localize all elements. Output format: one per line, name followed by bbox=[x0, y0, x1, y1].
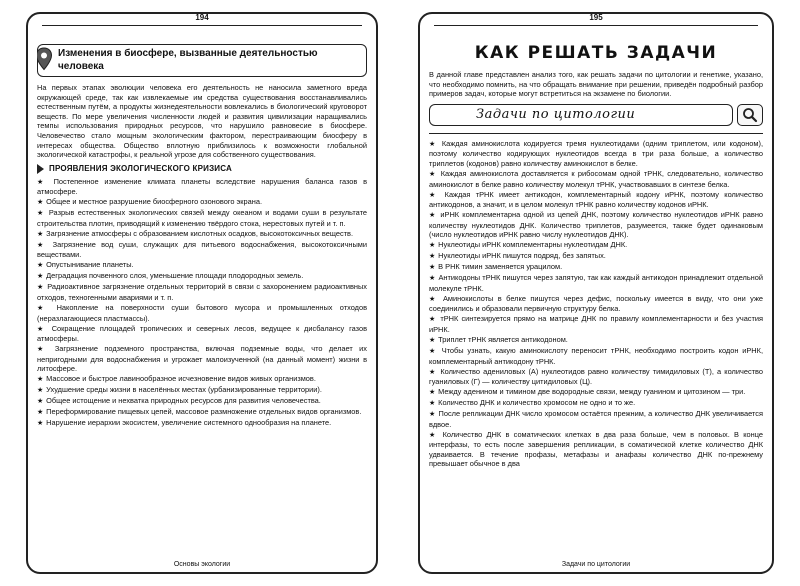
list-item-text: В РНК тимин заменяется урацилом. bbox=[438, 262, 563, 272]
star-bullet-icon: ★ bbox=[37, 387, 44, 395]
star-bullet-icon: ★ bbox=[37, 262, 44, 270]
list-item-text: Антикодоны тРНК пишутся через запятую, так как каждый антикодон принадлежит отдельной молекуле тРНК. bbox=[429, 273, 763, 293]
star-bullet-icon: ★ bbox=[37, 409, 44, 417]
list-item bbox=[429, 387, 763, 398]
list-item-text: Нуклеотиды иРНК комплементарны нуклеотидам ДНК. bbox=[438, 240, 628, 250]
star-bullet-icon: ★ bbox=[429, 170, 437, 178]
list-item bbox=[37, 324, 367, 344]
star-bullet-icon: ★ bbox=[37, 284, 44, 292]
page-footer: Задачи по цитологии bbox=[561, 561, 631, 568]
list-item-text: тРНК синтезируется прямо на матрице ДНК по правилу комплементарности и без участия иРНК. bbox=[429, 314, 763, 334]
list-item-text: Общее и местное разрушение биосферного озонового экрана. bbox=[46, 197, 262, 207]
intro-paragraph: В данной главе представлен анализ того, как решать задачи по цитологии и генетике, указано, что необходимо помнить, на что обращать внимание при решении, приведён подробный разбор примеров задач, которые могут встретиться на экзамене по биологии. bbox=[429, 70, 763, 99]
list-item bbox=[429, 210, 763, 240]
star-bullet-icon: ★ bbox=[429, 411, 436, 419]
star-bullet-icon: ★ bbox=[37, 346, 48, 354]
star-bullet-icon: ★ bbox=[429, 347, 437, 355]
list-item bbox=[429, 273, 763, 293]
list-item-text: Количество ДНК в соматических клетках в два раза больше, чем в половых. В конце интерфазы, то есть после завершения репликации, в соматической клетке количество ДНК удваивается. В течение профазы, метафазы и анафазы количество ДНК по-прежнему превышает обычное в два bbox=[429, 429, 763, 469]
star-bullet-icon: ★ bbox=[429, 253, 436, 261]
list-item-text: Ухудшение среды жизни в населённых местах (урбанизированные территории). bbox=[46, 385, 322, 395]
star-bullet-icon: ★ bbox=[37, 199, 44, 207]
list-item-text: Триплет тРНК является антикодоном. bbox=[438, 334, 568, 344]
list-item bbox=[429, 335, 763, 346]
list-item bbox=[429, 430, 763, 469]
star-bullet-icon: ★ bbox=[429, 275, 436, 283]
list-item-text: Загрязнение вод суши, служащих для питьевого водоснабжения, высокотоксичными веществами. bbox=[37, 239, 367, 260]
list-item-text: Деградация почвенного слоя, уменьшение площади плодородных земель. bbox=[46, 271, 304, 281]
rules-list bbox=[429, 139, 763, 469]
left-page-content bbox=[37, 32, 367, 556]
page-footer: Основы экологии bbox=[173, 561, 231, 568]
list-item-text: Общее истощение и нехватка природных ресурсов для развития человечества. bbox=[46, 396, 321, 406]
list-item bbox=[429, 262, 763, 273]
triangle-bullet-icon bbox=[37, 164, 44, 174]
page-number: 195 bbox=[573, 12, 619, 25]
star-bullet-icon: ★ bbox=[37, 376, 44, 384]
list-item-text: Аминокислоты в белке пишутся через дефис, поскольку имеется в виду, что они уже соединились и образовали первичную структуру белка. bbox=[429, 293, 763, 314]
star-bullet-icon: ★ bbox=[37, 241, 47, 249]
list-item-text: Между аденином и тимином две водородные связи, между гуанином и цитозином — три. bbox=[438, 387, 746, 397]
star-bullet-icon: ★ bbox=[429, 316, 437, 324]
list-item-text: Радиоактивное загрязнение отдельных территорий в связи с захоронением радиоактивных отходов, техногенными авариями и т. п. bbox=[37, 282, 367, 303]
list-item-text: Загрязнение подземного пространства, включая подземные воды, что делает их непригодными для водоснабжения и угрожает малоизученной (на данный момент) жизни в литосфере. bbox=[37, 344, 367, 374]
list-item-text: Накопление на поверхности суши бытового мусора и промышленных отходов (неразлагающиеся пластмассы). bbox=[37, 303, 367, 323]
chapter-title-text: КАК РЕШАТЬ ЗАДАЧИ bbox=[474, 43, 718, 63]
magnifier-icon bbox=[737, 104, 763, 126]
star-bullet-icon: ★ bbox=[37, 420, 44, 428]
list-item bbox=[37, 374, 367, 385]
list-item-text: Разрыв естественных экологических связей между океаном и водами суши в результате строительства плотин, приводящий к изменению твёрдого стока, нерестовых путей и т. п. bbox=[37, 208, 367, 228]
right-page bbox=[418, 12, 774, 574]
star-bullet-icon: ★ bbox=[37, 273, 44, 281]
star-bullet-icon: ★ bbox=[429, 212, 437, 220]
list-item bbox=[37, 344, 367, 374]
list-item bbox=[37, 303, 367, 323]
list-item bbox=[37, 396, 367, 407]
star-bullet-icon: ★ bbox=[37, 305, 49, 312]
list-item-text: Каждая аминокислота кодируется тремя нуклеотидами (одним триплетом, или кодоном), поэтому количество кодирующих нуклеотидов всегда в три раза больше, а количество триплетов (кодонов) равно количеству аминокислот в белке. bbox=[429, 138, 763, 168]
list-item-text: Нуклеотиды иРНК пишутся подряд, без запятых. bbox=[438, 251, 606, 261]
star-bullet-icon: ★ bbox=[429, 431, 438, 439]
list-item bbox=[37, 208, 367, 228]
list-item-text: Опустынивание планеты. bbox=[46, 260, 134, 270]
subsection-heading bbox=[37, 164, 367, 174]
list-item-text: Постепенное изменение климата планеты вследствие нарушения баланса газов в атмосфере. bbox=[37, 176, 367, 197]
list-item bbox=[429, 169, 763, 189]
list-item bbox=[37, 407, 367, 418]
star-bullet-icon: ★ bbox=[37, 325, 46, 333]
right-page-content bbox=[429, 32, 763, 556]
list-item bbox=[429, 346, 763, 366]
page-top-rule bbox=[434, 25, 758, 26]
star-bullet-icon: ★ bbox=[429, 368, 437, 376]
list-item-text: иРНК комплементарна одной из цепей ДНК, поэтому количество нуклеотидов иРНК равно количеству нуклеотидов ДНК. Количество триплетов, разумеется, также будет одинаковым (число нуклеотидов иРНК равно числу нуклеотидов ДНК). bbox=[429, 210, 763, 240]
list-item bbox=[429, 240, 763, 251]
list-item-text: Каждая тРНК имеет антикодон, комплементарный кодону иРНК, поэтому количество антикодонов, а значит, и в целом молекул тРНК равно количеству кодонов иРНК. bbox=[429, 189, 763, 210]
intro-paragraph: На первых этапах эволюции человека его деятельность не наносила заметного вреда окружающей среде, так как извлекаемые им средства существования восстанавливались естественным путём, а продукты жизнедеятельности вовлекались в биологический круговорот веществ. По мере увеличения численности людей и развития цивилизации наращивались темпы использования природных ресурсов, что нарушило равновесие в биосфере. Человечество стало мощным экологическим фактором, перестраивающим биосферу в интересах общества. Общество вплотную приблизилось к возможности глобальной экологической катастрофы, к реальной угрозе для собственного существования. bbox=[37, 83, 367, 160]
list-item bbox=[37, 260, 367, 271]
list-item-text: Каждая аминокислота доставляется к рибосомам одной тРНК, следовательно, количество аминокислот в белке равно количеству молекул тРНК, участвовавших в синтезе белка. bbox=[429, 168, 763, 189]
chapter-title bbox=[429, 42, 763, 64]
list-item-text: Количество ДНК и количество хромосом не одно и то же. bbox=[438, 398, 636, 408]
star-bullet-icon: ★ bbox=[429, 295, 438, 303]
list-item-text: Нарушение иерархии экосистем, увеличение системного однообразия на планете. bbox=[46, 418, 332, 428]
star-bullet-icon: ★ bbox=[37, 178, 47, 186]
list-item bbox=[37, 271, 367, 282]
list-item-text: Количество адениловых (А) нуклеотидов равно количеству тимидиловых (Т), а количество гуаниловых (Г) — количеству цитидиловых (Ц). bbox=[429, 366, 763, 387]
topic-label-box bbox=[429, 104, 733, 126]
list-item bbox=[37, 240, 367, 260]
star-bullet-icon: ★ bbox=[429, 191, 439, 199]
list-item-text: Массовое и быстрое лавинообразное исчезновение видов живых организмов. bbox=[46, 374, 316, 384]
list-item-text: Переформирование пищевых цепей, массовое размножение отдельных видов организмов. bbox=[46, 407, 362, 417]
list-item bbox=[37, 282, 367, 302]
list-item bbox=[429, 398, 763, 409]
list-item bbox=[429, 314, 763, 334]
list-item bbox=[37, 197, 367, 208]
star-bullet-icon: ★ bbox=[37, 210, 45, 218]
topic-search-bar bbox=[429, 104, 763, 126]
divider bbox=[429, 133, 763, 134]
list-item-text: Чтобы узнать, какую аминокислоту переносит тРНК, необходимо построить кодон иРНК, комплементарный антикодону тРНК. bbox=[429, 345, 763, 366]
star-bullet-icon: ★ bbox=[429, 400, 436, 408]
list-item-text: После репликации ДНК число хромосом остаётся прежним, а количество ДНК увеличивается вдвое. bbox=[429, 409, 763, 429]
list-item bbox=[429, 367, 763, 387]
list-item bbox=[429, 409, 763, 429]
star-bullet-icon: ★ bbox=[429, 264, 436, 272]
list-item bbox=[429, 294, 763, 314]
list-item-text: Загрязнение атмосферы с образованием кислотных осадков, высокотоксичных веществ. bbox=[46, 228, 354, 238]
page-top-rule bbox=[42, 25, 362, 26]
list-item bbox=[37, 385, 367, 396]
map-pin-icon bbox=[37, 47, 53, 71]
list-item bbox=[429, 190, 763, 210]
section-title: Изменения в биосфере, вызванные деятельностью человека bbox=[58, 48, 318, 72]
list-item bbox=[37, 418, 367, 429]
list-item bbox=[37, 177, 367, 197]
star-bullet-icon: ★ bbox=[429, 389, 436, 397]
star-bullet-icon: ★ bbox=[37, 398, 44, 406]
list-item bbox=[37, 229, 367, 240]
list-item-text: Сокращение площадей тропических и северных лесов, ведущее к дисбалансу газов атмосферы. bbox=[37, 323, 367, 344]
topic-label: Задачи по цитологии bbox=[476, 107, 636, 123]
star-bullet-icon: ★ bbox=[429, 140, 437, 148]
crisis-list bbox=[37, 177, 367, 429]
star-bullet-icon: ★ bbox=[429, 242, 436, 250]
left-page bbox=[26, 12, 378, 574]
page-number: 194 bbox=[179, 12, 225, 25]
section-heading bbox=[37, 44, 367, 77]
list-item bbox=[429, 251, 763, 262]
star-bullet-icon: ★ bbox=[429, 336, 436, 344]
list-item bbox=[429, 139, 763, 169]
star-bullet-icon: ★ bbox=[37, 230, 44, 238]
subsection-title: ПРОЯВЛЕНИЯ ЭКОЛОГИЧЕСКОГО КРИЗИСА bbox=[49, 164, 232, 174]
